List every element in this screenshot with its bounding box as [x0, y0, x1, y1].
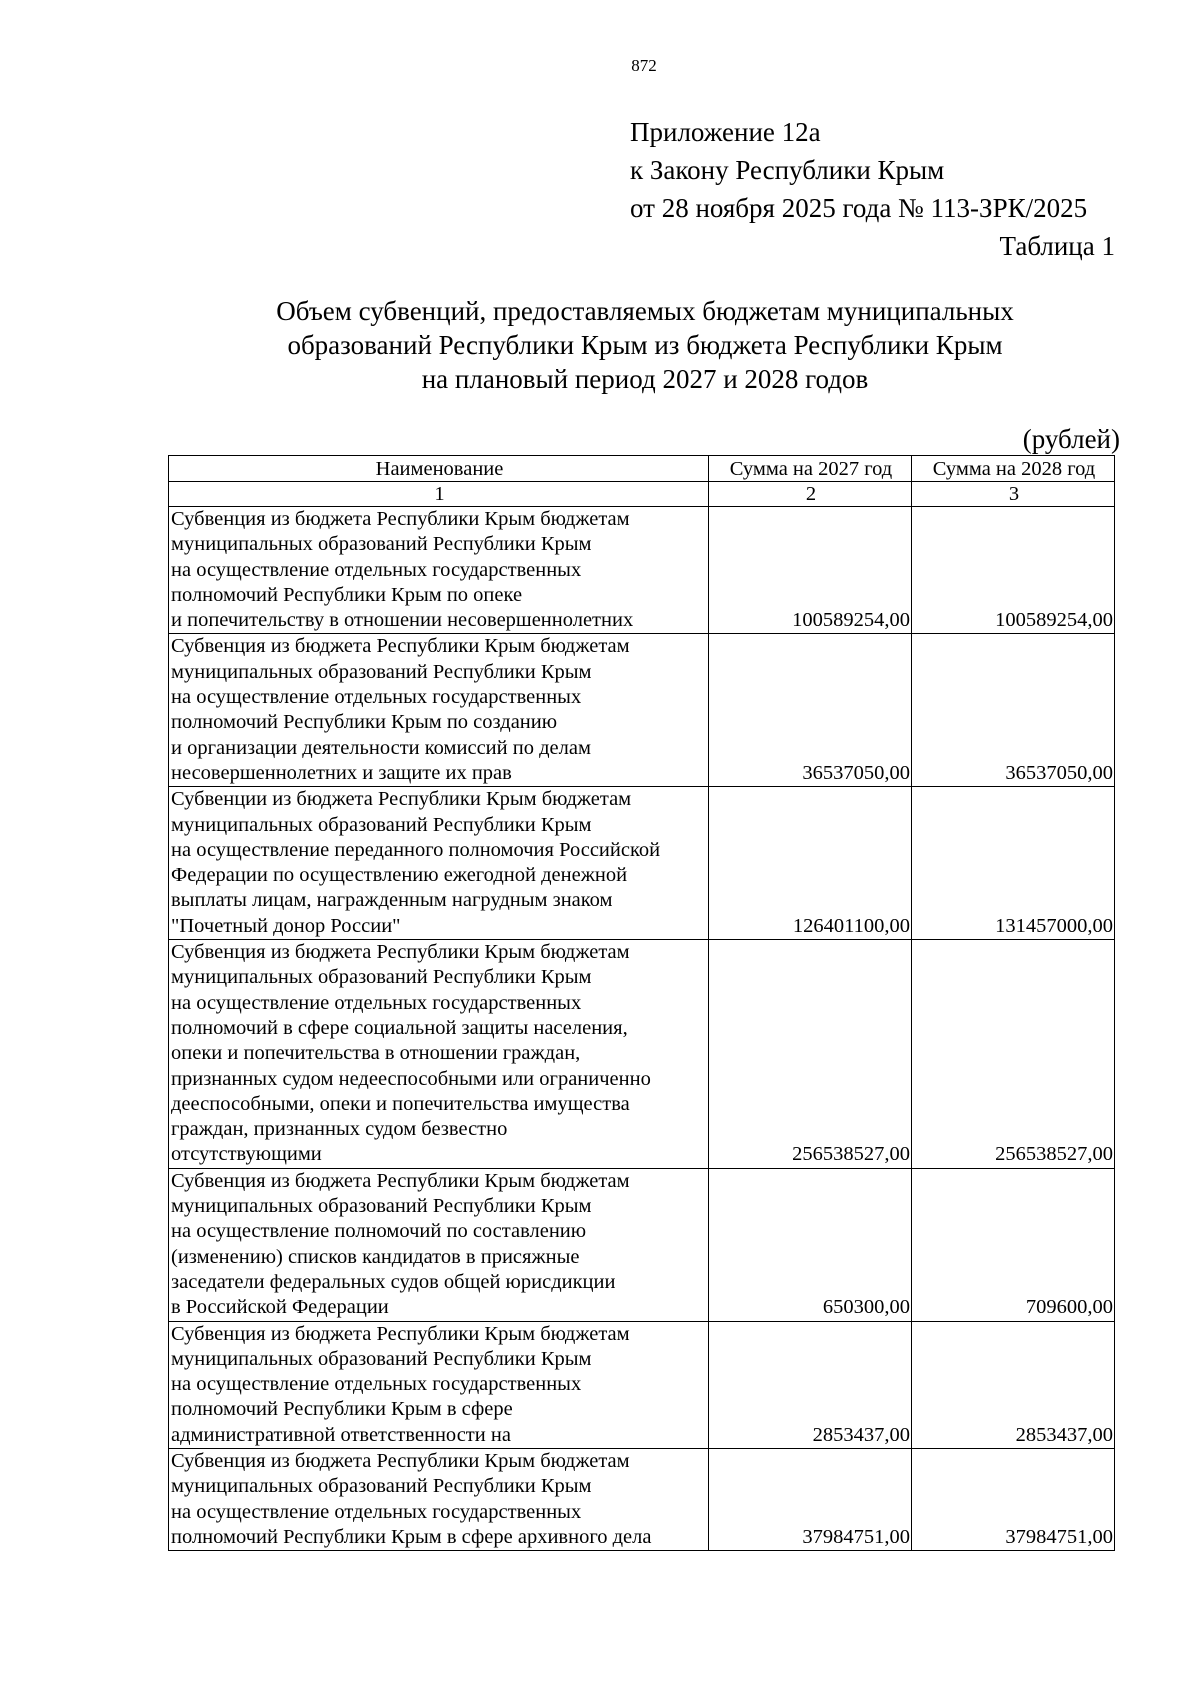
sum-2027: 126401100,00 — [709, 787, 912, 940]
table-row — [169, 1448, 1115, 1550]
subvention-name-line: полномочий Республики Крым в сфере архивного дела — [171, 1525, 652, 1548]
column-number-row — [169, 482, 1115, 507]
column-number: 2 — [709, 482, 912, 507]
title-line-1: Объем субвенций, предоставляемых бюджетам муниципальных — [276, 296, 1014, 326]
table-row — [169, 507, 1115, 634]
column-number: 3 — [912, 482, 1115, 507]
table-row — [169, 634, 1115, 787]
appendix-reference — [630, 113, 1115, 265]
sum-2027: 2853437,00 — [709, 1321, 912, 1448]
subvention-name-line: на осуществление отдельных государственных — [171, 1373, 582, 1396]
subvention-name-line: "Почетный донор России" — [171, 914, 401, 937]
subvention-name — [169, 1448, 709, 1550]
subvention-name-line: муниципальных образований Республики Крым — [171, 533, 592, 556]
subvention-name-line: муниципальных образований Республики Крым — [171, 660, 592, 683]
subvention-name-line: полномочий Республики Крым по опеке — [171, 583, 523, 606]
title-line-2: образований Республики Крым из бюджета Республики Крым — [287, 330, 1003, 360]
table-row — [169, 1168, 1115, 1321]
subvention-name — [169, 634, 709, 787]
subventions-table — [168, 455, 1115, 1551]
header-sum-2027: Сумма на 2027 год — [709, 456, 912, 482]
subvention-name-line: граждан, признанных судом безвестно — [171, 1118, 508, 1141]
subvention-name-line: Субвенции из бюджета Республики Крым бюджетам — [171, 788, 632, 811]
subvention-name-line: полномочий Республики Крым в сфере — [171, 1398, 513, 1421]
subvention-name-line: выплаты лицам, награжденным нагрудным знаком — [171, 889, 613, 912]
sum-2027: 36537050,00 — [709, 634, 912, 787]
subvention-name-line: на осуществление отдельных государственных — [171, 686, 582, 709]
subvention-name-line: Субвенция из бюджета Республики Крым бюджетам — [171, 1322, 630, 1345]
sum-2028: 709600,00 — [912, 1168, 1115, 1321]
sum-2027: 37984751,00 — [709, 1448, 912, 1550]
subvention-name-line: муниципальных образований Республики Крым — [171, 966, 592, 989]
sum-2028: 100589254,00 — [912, 507, 1115, 634]
subvention-name — [169, 787, 709, 940]
column-number: 1 — [169, 482, 709, 507]
table-row — [169, 787, 1115, 940]
title-line-3: на плановый период 2027 и 2028 годов — [421, 364, 869, 394]
subvention-name-line: на осуществление полномочий по составлению — [171, 1220, 587, 1243]
subvention-name-line: муниципальных образований Республики Крым — [171, 1475, 592, 1498]
subvention-name-line: (изменению) списков кандидатов в присяжные — [171, 1245, 580, 1268]
subvention-name-line: на осуществление переданного полномочия Российской — [171, 838, 661, 861]
subvention-name — [169, 507, 709, 634]
sum-2027: 100589254,00 — [709, 507, 912, 634]
subvention-name-line: на осуществление отдельных государственных — [171, 1500, 582, 1523]
subvention-name-line: на осуществление отдельных государственных — [171, 991, 582, 1014]
appendix-line-3: от 28 ноября 2025 года № 113-ЗРК/2025 — [630, 193, 1088, 223]
sum-2028: 2853437,00 — [912, 1321, 1115, 1448]
subvention-name — [169, 1321, 709, 1448]
sum-2028: 37984751,00 — [912, 1448, 1115, 1550]
table-header-row — [169, 456, 1115, 482]
subvention-name-line: административной ответственности на — [171, 1423, 511, 1446]
subvention-name — [169, 1168, 709, 1321]
subvention-name-line: на осуществление отдельных государственных — [171, 558, 582, 581]
subvention-name-line: муниципальных образований Республики Крым — [171, 1195, 592, 1218]
header-sum-2028: Сумма на 2028 год — [912, 456, 1115, 482]
header-name: Наименование — [169, 456, 709, 482]
units-label: (рублей) — [1022, 424, 1120, 454]
subvention-name-line: Субвенция из бюджета Республики Крым бюджетам — [171, 1169, 630, 1192]
subvention-name-line: и попечительству в отношении несовершеннолетних — [171, 609, 634, 632]
subvention-name-line: муниципальных образований Республики Крым — [171, 1347, 592, 1370]
subvention-name-line: дееспособными, опеки и попечительства имущества — [171, 1092, 630, 1115]
subvention-name-line: опеки и попечительства в отношении граждан, — [171, 1042, 581, 1065]
subvention-name-line: муниципальных образований Республики Крым — [171, 813, 592, 836]
subvention-name-line: Федерации по осуществлению ежегодной денежной — [171, 864, 628, 887]
subvention-name-line: Субвенция из бюджета Республики Крым бюджетам — [171, 941, 630, 964]
appendix-line-1: Приложение 12а — [630, 117, 821, 147]
subvention-name-line: Субвенция из бюджета Республики Крым бюджетам — [171, 635, 630, 658]
subvention-name-line: в Российской Федерации — [171, 1296, 389, 1319]
subvention-name-line: Субвенция из бюджета Республики Крым бюджетам — [171, 508, 630, 530]
table-label: Таблица 1 — [999, 231, 1115, 261]
subvention-name-line: полномочий в сфере социальной защиты населения, — [171, 1016, 628, 1039]
subvention-name-line: несовершеннолетних и защите их прав — [171, 761, 512, 784]
subvention-name-line: признанных судом недееспособными или ограниченно — [171, 1067, 651, 1090]
sum-2028: 256538527,00 — [912, 940, 1115, 1169]
table-row — [169, 1321, 1115, 1448]
subvention-name-line: отсутствующими — [171, 1143, 322, 1166]
sum-2028: 131457000,00 — [912, 787, 1115, 940]
subvention-name-line: Субвенция из бюджета Республики Крым бюджетам — [171, 1449, 630, 1472]
appendix-line-2: к Закону Республики Крым — [630, 155, 945, 185]
subvention-name-line: полномочий Республики Крым по созданию — [171, 711, 558, 734]
sum-2027: 650300,00 — [709, 1168, 912, 1321]
sum-2028: 36537050,00 — [912, 634, 1115, 787]
table-row — [169, 940, 1115, 1169]
page-number: 872 — [631, 56, 657, 75]
document-title — [150, 294, 1140, 396]
table-body — [169, 507, 1115, 1551]
subvention-name-line: заседатели федеральных судов общей юрисдикции — [171, 1270, 616, 1293]
subvention-name-line: и организации деятельности комиссий по делам — [171, 736, 591, 759]
subvention-name — [169, 940, 709, 1169]
sum-2027: 256538527,00 — [709, 940, 912, 1169]
